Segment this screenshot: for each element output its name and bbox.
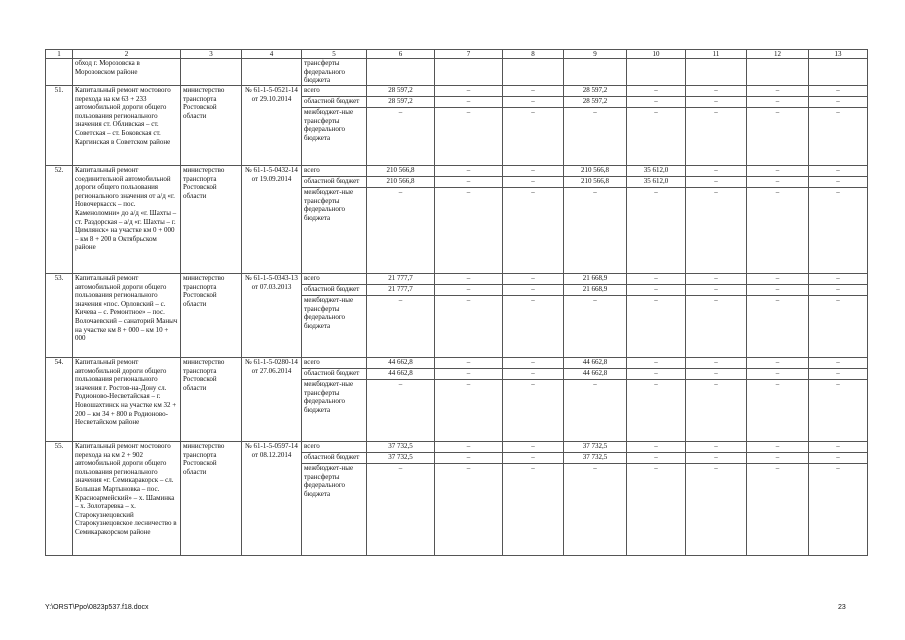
value-cell: – [435,453,503,464]
value-cell: – [503,177,564,188]
row-number: 53. [46,274,73,358]
contract-number: № 61-1-5-0280-14 от 27.06.2014 [242,358,302,442]
column-number: 6 [367,50,435,59]
value-cell: – [435,188,503,274]
column-number: 10 [627,50,686,59]
financing-type: межбюджет-ные трансферты федерального бюджета [302,108,367,166]
contract-number: № 61-1-5-0343-13 от 07.03.2013 [242,274,302,358]
financing-type: всего [302,274,367,285]
value-cell: 35 612,0 [627,166,686,177]
financing-type: межбюджет-ные трансферты федерального бюджета [302,296,367,358]
table-row [46,442,868,453]
value-cell: – [747,369,809,380]
value-cell: – [503,97,564,108]
value-cell: – [367,108,435,166]
value-cell: – [809,166,868,177]
column-numbers-row [46,50,868,59]
value-cell: – [367,464,435,556]
value-cell: – [686,166,747,177]
column-number: 8 [503,50,564,59]
customer-organization: министерство транспорта Ростовской области [181,274,242,358]
value-cell: – [686,464,747,556]
value-cell: – [809,358,868,369]
value-cell: – [435,358,503,369]
value-cell: – [747,166,809,177]
row-number: 51. [46,86,73,166]
column-number: 9 [564,50,627,59]
financing-type: межбюджет-ные трансферты федерального бюджета [302,188,367,274]
project-name: Капитальный ремонт автомобильной дороги общего пользования регионального значения г. Ростов-на-Дону сл. Родионово-Несветайская – г. Новошахтинск на участке км 32 + 200 – км 34 + 800 в Родионово-Несветайском районе [73,358,181,442]
value-cell: – [367,188,435,274]
value-cell: – [503,108,564,166]
value-cell: – [435,97,503,108]
value-cell: – [747,285,809,296]
value-cell: – [627,358,686,369]
table-row [46,274,868,285]
column-number: 3 [181,50,242,59]
financing-type: трансферты федерального бюджета [302,59,367,86]
value-cell: – [564,464,627,556]
customer-organization: министерство транспорта Ростовской области [181,358,242,442]
value-cell: – [809,86,868,97]
value-cell: – [686,97,747,108]
project-name: Капитальный ремонт мостового перехода на км 2 + 902 автомобильной дороги общего пользования регионального значения «г. Семикаракорск – сл. Большая Мартыновка – пос. Красноармейский» – х. Шаминка – х. Золотаревка – х. Старокузнецовский Старокузнецовское лесничество в Семикаракорском районе [73,442,181,556]
row-number: 52. [46,166,73,274]
value-cell: 28 597,2 [564,97,627,108]
value-cell: – [503,274,564,285]
value-cell: – [503,453,564,464]
value-cell: – [627,296,686,358]
value-cell: – [747,358,809,369]
value-cell: – [809,464,868,556]
value-cell: – [503,86,564,97]
column-number: 11 [686,50,747,59]
value-cell: – [435,177,503,188]
value-cell: – [747,97,809,108]
value-cell: – [747,108,809,166]
table-row [46,358,868,369]
value-cell: 28 597,2 [367,97,435,108]
column-number: 12 [747,50,809,59]
financing-type: межбюджет-ные трансферты федерального бюджета [302,380,367,442]
value-cell: 35 612,0 [627,177,686,188]
value-cell: – [435,296,503,358]
value-cell: 44 662,8 [367,358,435,369]
value-cell: – [503,166,564,177]
project-name: обход г. Морозовска в Морозовском районе [73,59,181,86]
value-cell: 37 732,5 [564,453,627,464]
value-cell: 37 732,5 [564,442,627,453]
value-cell: – [503,464,564,556]
value-cell: – [367,380,435,442]
value-cell: – [564,188,627,274]
value-cell: – [747,380,809,442]
value-cell: – [435,86,503,97]
value-cell: – [627,442,686,453]
financing-type: межбюджет-ные трансферты федерального бюджета [302,464,367,556]
column-number: 13 [809,50,868,59]
value-cell: – [809,380,868,442]
column-number: 7 [435,50,503,59]
value-cell: – [435,108,503,166]
value-cell: – [627,274,686,285]
value-cell: – [627,97,686,108]
value-cell: – [435,274,503,285]
value-cell: – [435,464,503,556]
project-name: Капитальный ремонт автомобильной дороги общего пользования регионального значения «пос. Орловский – с. Кичева – с. Ремонтное» – пос. Волочаевский – санаторий Маныч на участке км 8 + 000 – км 10 + 000 [73,274,181,358]
value-cell: – [747,296,809,358]
financing-type: областной бюджет [302,97,367,108]
value-cell: – [503,380,564,442]
value-cell: – [564,108,627,166]
value-cell: – [809,188,868,274]
contract-number: № 61-1-5-0597-14 от 08.12.2014 [242,442,302,556]
value-cell: – [686,108,747,166]
value-cell: 37 732,5 [367,442,435,453]
value-cell: 44 662,8 [367,369,435,380]
value-cell: – [686,442,747,453]
value-cell: – [627,188,686,274]
value-cell: 210 566,8 [367,166,435,177]
value-cell: – [686,188,747,274]
value-cell: – [503,285,564,296]
table-body [46,50,868,556]
value-cell: – [747,464,809,556]
column-number: 5 [302,50,367,59]
row-number: 54. [46,358,73,442]
value-cell: – [627,108,686,166]
column-number: 4 [242,50,302,59]
value-cell: – [809,108,868,166]
value-cell: 44 662,8 [564,369,627,380]
value-cell: – [686,274,747,285]
page-number: 23 [838,604,846,611]
value-cell: – [435,380,503,442]
value-cell: 21 777,7 [367,274,435,285]
column-number: 2 [73,50,181,59]
value-cell: – [747,188,809,274]
file-path: Y:\ORST\Ppo\0823p537.f18.docx [45,604,149,611]
value-cell: – [627,86,686,97]
value-cell: – [809,453,868,464]
budget-table [45,49,868,556]
value-cell: 44 662,8 [564,358,627,369]
value-cell: – [627,453,686,464]
financing-type: областной бюджет [302,285,367,296]
value-cell: – [809,97,868,108]
contract-number: № 61-1-5-0432-14 от 19.09.2014 [242,166,302,274]
table-row [46,86,868,97]
value-cell: – [503,442,564,453]
value-cell: – [564,380,627,442]
contract-number: № 61-1-5-0521-14 от 29.10.2014 [242,86,302,166]
value-cell: – [686,380,747,442]
value-cell: – [435,442,503,453]
value-cell: 210 566,8 [564,177,627,188]
value-cell: 21 668,9 [564,285,627,296]
value-cell: – [686,453,747,464]
value-cell: – [747,442,809,453]
value-cell: – [435,166,503,177]
value-cell: – [627,464,686,556]
value-cell: – [686,285,747,296]
value-cell: 210 566,8 [564,166,627,177]
table-row [46,166,868,177]
value-cell: – [503,358,564,369]
customer-organization: министерство транспорта Ростовской области [181,86,242,166]
value-cell: – [809,296,868,358]
value-cell: – [747,86,809,97]
document-page [45,49,847,556]
value-cell: – [809,274,868,285]
financing-type: областной бюджет [302,453,367,464]
value-cell: – [627,285,686,296]
value-cell: – [503,296,564,358]
row-number: 55. [46,442,73,556]
value-cell: – [367,296,435,358]
value-cell: – [809,285,868,296]
value-cell: – [686,358,747,369]
value-cell: – [503,188,564,274]
project-name: Капитальный ремонт мостового перехода на км 63 + 233 автомобильной дороги общего пользования регионального значения ст. Обливская – ст. Советская – ст. Боковская ст. Каргинская в Советском районе [73,86,181,166]
value-cell: 21 668,9 [564,274,627,285]
customer-organization: министерство транспорта Ростовской области [181,442,242,556]
value-cell: – [627,380,686,442]
financing-type: всего [302,442,367,453]
financing-type: всего [302,166,367,177]
value-cell: 210 566,8 [367,177,435,188]
value-cell: – [686,369,747,380]
financing-type: всего [302,358,367,369]
project-name: Капитальный ремонт соединительной автомобильной дороги общего пользования регионального значения от а/д «г. Новочеркасск – пос. Каменоломни» до а/д «г. Шахты – ст. Раздорская – а/д «г. Шахты – г. Цимлянск» на участке км 0 + 000 – км 8 + 200 в Октябрьском районе [73,166,181,274]
value-cell: 28 597,2 [367,86,435,97]
value-cell: – [435,285,503,296]
value-cell: – [627,369,686,380]
value-cell: – [686,86,747,97]
value-cell: – [809,177,868,188]
customer-organization: министерство транспорта Ростовской области [181,166,242,274]
value-cell: – [564,296,627,358]
value-cell: – [435,369,503,380]
financing-type: всего [302,86,367,97]
value-cell: – [747,274,809,285]
value-cell: 28 597,2 [564,86,627,97]
continuation-row [46,59,868,86]
value-cell: – [503,369,564,380]
financing-type: областной бюджет [302,369,367,380]
value-cell: – [686,177,747,188]
financing-type: областной бюджет [302,177,367,188]
value-cell: 37 732,5 [367,453,435,464]
column-number: 1 [46,50,73,59]
value-cell: – [747,177,809,188]
value-cell: – [809,442,868,453]
value-cell: – [686,296,747,358]
value-cell: 21 777,7 [367,285,435,296]
value-cell: – [747,453,809,464]
value-cell: – [809,369,868,380]
